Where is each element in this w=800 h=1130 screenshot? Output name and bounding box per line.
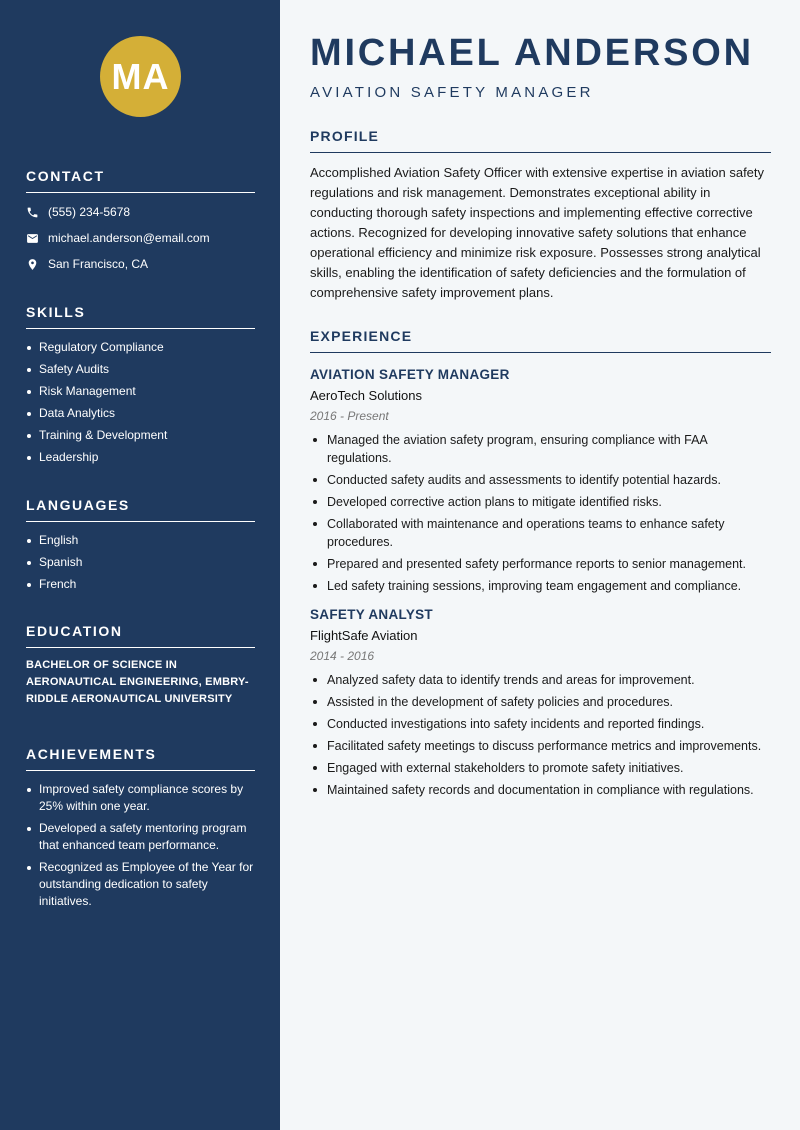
profile-text: Accomplished Aviation Safety Officer with extensive expertise in aviation safety regulations and risk management. Demonstrates exceptional ability in conducting thorough safety inspections and implementing effective corrective actions. Recognized for developing innovative safety solutions that enhance operational efficiency and minimize risk exposure. Possesses strong analytical skills, enabling the identification of safety deficiencies and the formulation of comprehensive safety improvement plans. bbox=[310, 165, 765, 300]
list-item: Led safety training sessions, improving team engagement and compliance. bbox=[310, 577, 771, 595]
phone-text: (555) 234-5678 bbox=[48, 205, 131, 219]
candidate-name: MICHAEL ANDERSON bbox=[310, 32, 754, 74]
list-item: Regulatory Compliance bbox=[26, 339, 255, 356]
job-dates: 2016 - Present bbox=[310, 409, 389, 423]
languages-list bbox=[26, 532, 255, 593]
list-item: Improved safety compliance scores by 25% within one year. bbox=[26, 781, 255, 815]
experience-section bbox=[310, 328, 771, 803]
profile-heading: PROFILE bbox=[310, 128, 771, 153]
location-pin-icon bbox=[26, 258, 39, 271]
job-dates: 2014 - 2016 bbox=[310, 649, 375, 663]
list-item: Analyzed safety data to identify trends and areas for improvement. bbox=[310, 671, 771, 689]
job-role: AVIATION SAFETY MANAGER bbox=[310, 367, 510, 382]
languages-heading: LANGUAGES bbox=[26, 497, 255, 522]
list-item: Managed the aviation safety program, ensuring compliance with FAA regulations. bbox=[310, 431, 771, 467]
job-company: AeroTech Solutions bbox=[310, 388, 423, 403]
list-item: Data Analytics bbox=[26, 405, 255, 422]
job-bullets bbox=[310, 671, 771, 799]
list-item: Recognized as Employee of the Year for outstanding dedication to safety initiatives. bbox=[26, 859, 255, 910]
job-entry bbox=[310, 607, 771, 799]
job-bullets bbox=[310, 431, 771, 595]
skills-section bbox=[26, 304, 255, 471]
location-text: San Francisco, CA bbox=[48, 257, 149, 271]
education-heading: EDUCATION bbox=[26, 623, 255, 648]
contact-email[interactable] bbox=[26, 225, 255, 251]
mail-icon bbox=[26, 232, 39, 245]
list-item: Developed corrective action plans to mitigate identified risks. bbox=[310, 493, 771, 511]
skills-list bbox=[26, 339, 255, 466]
contact-location bbox=[26, 251, 255, 277]
education-degree: BACHELOR OF SCIENCE IN AERONAUTICAL ENGINEERING, EMBRY-RIDDLE AERONAUTICAL UNIVERSITY bbox=[26, 659, 249, 705]
experience-heading: EXPERIENCE bbox=[310, 328, 771, 353]
job-entry bbox=[310, 367, 771, 595]
job-company: FlightSafe Aviation bbox=[310, 628, 418, 643]
list-item: Assisted in the development of safety policies and procedures. bbox=[310, 693, 771, 711]
achievements-heading: ACHIEVEMENTS bbox=[26, 746, 255, 771]
email-text: michael.anderson@email.com bbox=[48, 231, 210, 245]
profile-section bbox=[310, 128, 771, 303]
list-item: Spanish bbox=[26, 554, 255, 571]
skills-heading: SKILLS bbox=[26, 304, 255, 329]
phone-icon bbox=[26, 206, 39, 219]
sidebar bbox=[0, 0, 280, 1130]
list-item: English bbox=[26, 532, 255, 549]
list-item: Facilitated safety meetings to discuss performance metrics and improvements. bbox=[310, 737, 771, 755]
job-role: SAFETY ANALYST bbox=[310, 607, 433, 622]
list-item: Maintained safety records and documentation in compliance with regulations. bbox=[310, 781, 771, 799]
list-item: Training & Development bbox=[26, 427, 255, 444]
list-item: French bbox=[26, 576, 255, 593]
achievements-section bbox=[26, 746, 255, 915]
contact-section bbox=[26, 168, 255, 277]
contact-phone[interactable] bbox=[26, 199, 255, 225]
list-item: Conducted investigations into safety incidents and reported findings. bbox=[310, 715, 771, 733]
list-item: Engaged with external stakeholders to promote safety initiatives. bbox=[310, 759, 771, 777]
list-item: Conducted safety audits and assessments to identify potential hazards. bbox=[310, 471, 771, 489]
list-item: Risk Management bbox=[26, 383, 255, 400]
list-item: Safety Audits bbox=[26, 361, 255, 378]
avatar-initials: MA bbox=[111, 55, 170, 97]
list-item: Developed a safety mentoring program that enhanced team performance. bbox=[26, 820, 255, 854]
contact-heading: CONTACT bbox=[26, 168, 255, 193]
list-item: Collaborated with maintenance and operations teams to enhance safety procedures. bbox=[310, 515, 771, 551]
education-section bbox=[26, 623, 255, 708]
achievements-list bbox=[26, 781, 255, 910]
candidate-title: AVIATION SAFETY MANAGER bbox=[310, 84, 594, 101]
list-item: Prepared and presented safety performance reports to senior management. bbox=[310, 555, 771, 573]
languages-section bbox=[26, 497, 255, 598]
list-item: Leadership bbox=[26, 449, 255, 466]
avatar bbox=[100, 36, 181, 117]
